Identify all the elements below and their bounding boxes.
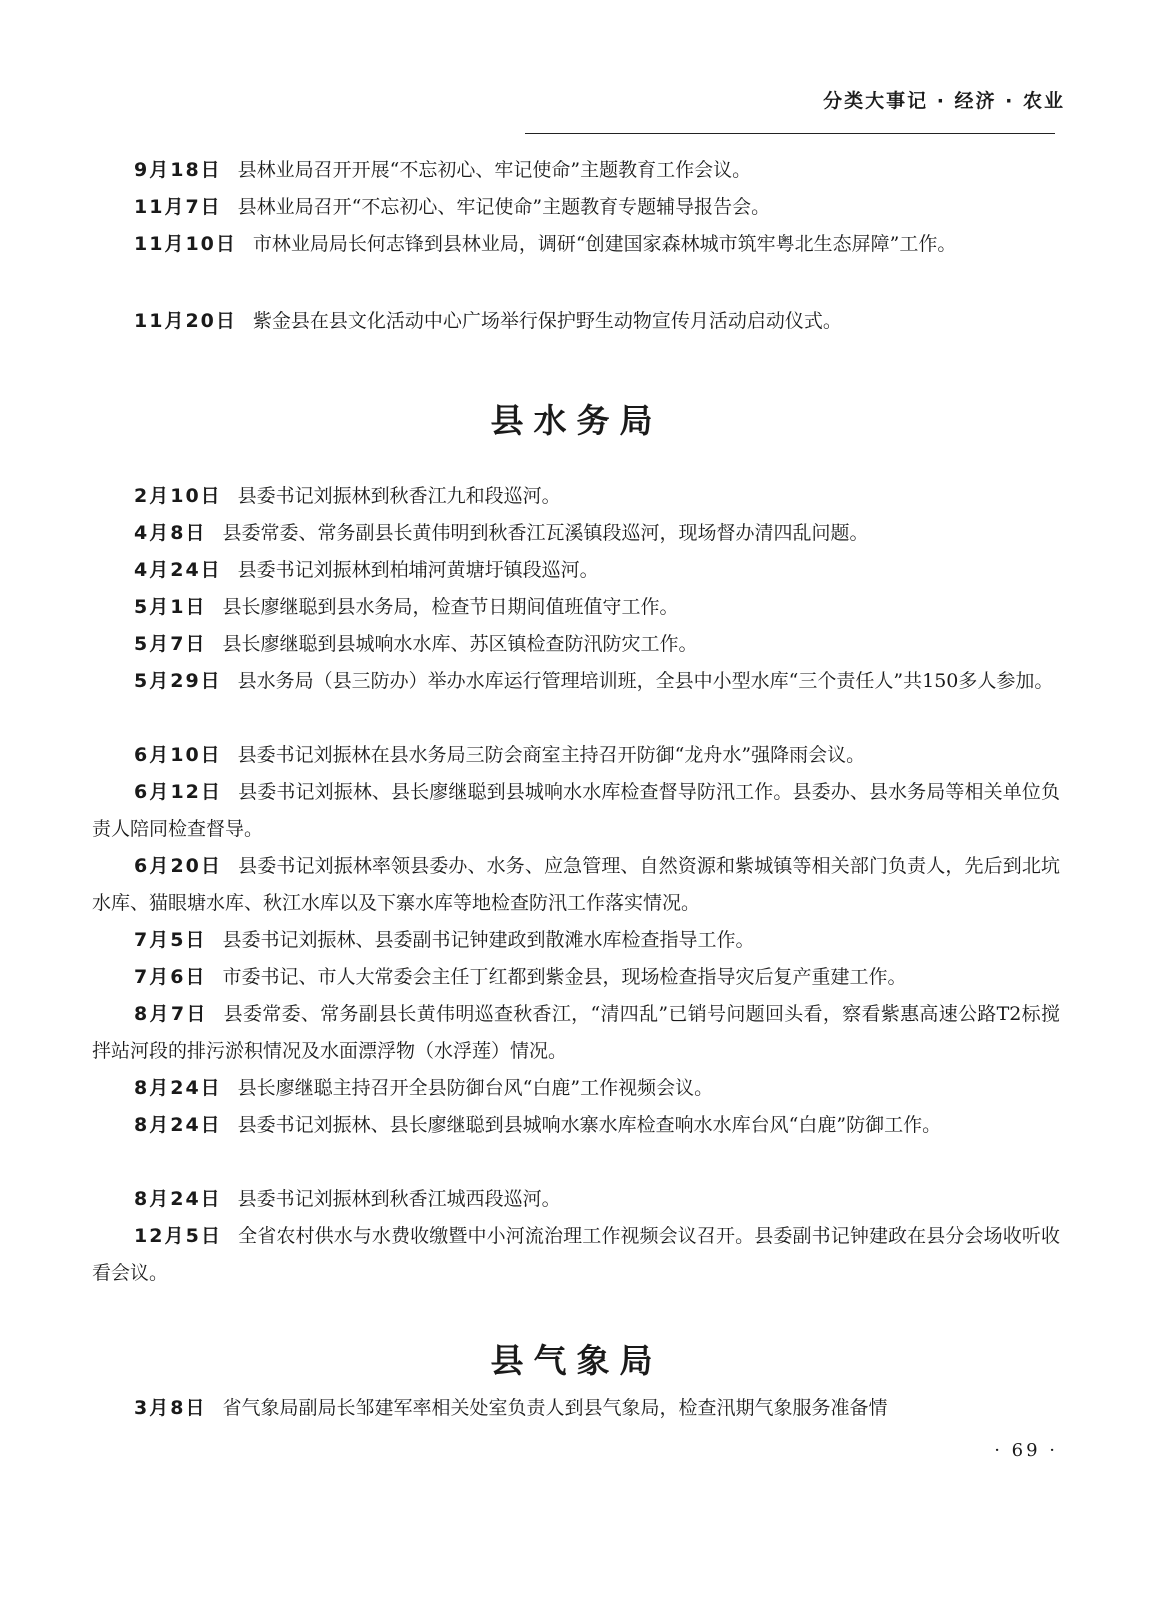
entry-date: 8月7日: [134, 1003, 208, 1025]
entry: [92, 737, 1060, 774]
entry: [92, 996, 1060, 1070]
entry-text: 县委常委、常务副县长黄伟明到秋香江瓦溪镇段巡河，现场督办清四乱问题。: [222, 522, 869, 544]
entry-text: 县委书记刘振林到秋香江城西段巡河。: [237, 1188, 561, 1210]
entry: [92, 478, 1060, 515]
section-title-water: 县水务局: [490, 401, 663, 440]
entry-date: 6月12日: [134, 781, 223, 803]
entry-text: 县长廖继聪到县水务局，检查节日期间值班值守工作。: [222, 596, 679, 618]
entry-date: 7月5日: [134, 929, 207, 951]
entry-text: 紫金县在县文化活动中心广场举行保护野生动物宣传月活动启动仪式。: [252, 310, 842, 332]
entry: [92, 152, 1060, 189]
entry: [92, 959, 1060, 996]
entry: [92, 1218, 1060, 1292]
entry-text: 县委书记刘振林到柏埔河黄塘圩镇段巡河。: [237, 559, 599, 581]
entry-date: 12月5日: [134, 1225, 223, 1247]
entry-date: 8月24日: [134, 1077, 222, 1099]
entry-date: 11月20日: [134, 310, 237, 332]
entry-date: 6月20日: [134, 855, 223, 877]
entry-date: 4月24日: [134, 559, 222, 581]
header-rule: [525, 133, 1055, 134]
entry: [92, 1181, 1060, 1218]
entry-text: 县长廖继聪到县城响水水库、苏区镇检查防汛防灾工作。: [222, 633, 698, 655]
running-head: 分类大事记 · 经济 · 农业: [823, 90, 1065, 112]
entry-date: 9月18日: [134, 159, 222, 181]
entry-text: 市委书记、市人大常委会主任丁红都到紫金县，现场检查指导灾后复产重建工作。: [222, 966, 907, 988]
entry: [92, 303, 1060, 340]
entry-date: 11月10日: [134, 233, 237, 255]
entry: [92, 626, 1060, 663]
entry-date: 11月7日: [134, 196, 222, 218]
entry: [92, 774, 1060, 848]
entry: [92, 189, 1060, 226]
entry-text: 县委书记刘振林、县长廖继聪到县城响水水库检查督导防汛工作。县委办、县水务局等相关单位负责人陪同检查督导。: [92, 781, 1060, 840]
entry-text: 县委书记刘振林在县水务局三防会商室主持召开防御“龙舟水”强降雨会议。: [237, 744, 866, 766]
entry-text: 县水务局（县三防办）举办水库运行管理培训班，全县中小型水库“三个责任人”共150多人参加。: [237, 670, 1054, 692]
entry: [92, 922, 1060, 959]
entry-text: 县林业局召开开展“不忘初心、牢记使命”主题教育工作会议。: [237, 159, 752, 181]
entry-date: 6月10日: [134, 744, 222, 766]
entry: [92, 1070, 1060, 1107]
entry: [92, 848, 1060, 922]
entry: [92, 1107, 1060, 1144]
entry-date: 8月24日: [134, 1114, 222, 1136]
entry-date: 3月8日: [134, 1397, 207, 1419]
page-number: · 69 ·: [994, 1440, 1058, 1461]
entry-text: 县委书记刘振林率领县委办、水务、应急管理、自然资源和紫城镇等相关部门负责人，先后到北坑水库、猫眼塘水库、秋江水库以及下寨水库等地检查防汛工作落实情况。: [92, 855, 1060, 914]
entry: [92, 226, 1060, 263]
entry-text: 县长廖继聪主持召开全县防御台风“白鹿”工作视频会议。: [237, 1077, 714, 1099]
entry-text: 县委书记刘振林到秋香江九和段巡河。: [237, 485, 561, 507]
entry-text: 省气象局副局长邹建军率相关处室负责人到县气象局，检查汛期气象服务准备情: [222, 1397, 888, 1419]
entry: [92, 552, 1060, 589]
section-title-weather: 县气象局: [490, 1341, 663, 1380]
entry: [92, 589, 1060, 626]
entry-date: 7月6日: [134, 966, 207, 988]
entry: [92, 515, 1060, 552]
entry-text: 全省农村供水与水费收缴暨中小河流治理工作视频会议召开。县委副书记钟建政在县分会场收听收看会议。: [92, 1225, 1060, 1284]
entry-date: 5月29日: [134, 670, 222, 692]
entry-text: 县委常委、常务副县长黄伟明巡查秋香江，“清四乱”已销号问题回头看，察看紫惠高速公路T2标搅拌站河段的排污淤积情况及水面漂浮物（水浮莲）情况。: [92, 1003, 1060, 1062]
entry-text: 市林业局局长何志锋到县林业局，调研“创建国家森林城市筑牢粤北生态屏障”工作。: [252, 233, 957, 255]
entry-text: 县林业局召开“不忘初心、牢记使命”主题教育专题辅导报告会。: [237, 196, 771, 218]
entry: [92, 663, 1060, 700]
entry-date: 2月10日: [134, 485, 222, 507]
entry-date: 5月7日: [134, 633, 207, 655]
entry-text: 县委书记刘振林、县委副书记钟建政到散滩水库检查指导工作。: [222, 929, 755, 951]
entry: [92, 1390, 1060, 1427]
entry-date: 4月8日: [134, 522, 207, 544]
entry-date: 8月24日: [134, 1188, 222, 1210]
entry-date: 5月1日: [134, 596, 207, 618]
entry-text: 县委书记刘振林、县长廖继聪到县城响水寨水库检查响水水库台风“白鹿”防御工作。: [237, 1114, 942, 1136]
